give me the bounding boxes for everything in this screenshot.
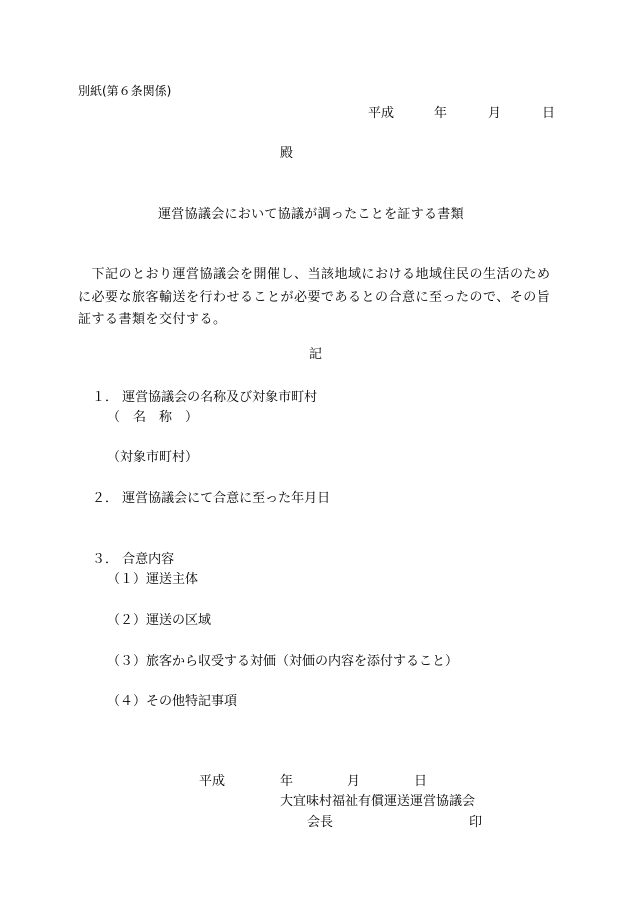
footer-date-era: 平成 [199,774,226,789]
body-line-3: 証する書類を交付する。 [78,312,227,327]
addressee-suffix: 殿 [280,146,294,161]
item-2-heading: ２． 運営協議会にて合意に至った年月日 [92,491,331,506]
item-3-sub-4: （４）その他特記事項 [107,694,238,709]
item-1-name-label: （ 名 称 ） [107,410,199,425]
footer-date-year: 年 [280,774,294,789]
item-3-sub-3: （３）旅客から収受する対価（対価の内容を添付すること） [107,654,459,669]
document-title: 運営協議会において協議が調ったことを証する書類 [158,207,464,222]
item-3-sub-1: （１）運送主体 [107,572,199,587]
header-date-day: 日 [542,106,556,121]
footer-date-month: 月 [347,774,361,789]
ki-heading: 記 [309,347,323,362]
footer-seal: 印 [469,815,483,830]
item-1-heading: １． 運営協議会の名称及び対象市町村 [92,390,318,405]
item-3-heading: ３． 合意内容 [92,552,175,567]
footer-role: 会長 [307,815,334,830]
item-1-municipality-label: （対象市町村） [107,450,199,465]
footer-date-day: 日 [414,774,428,789]
body-line-2: に必要な旅客輸送を行わせることが必要であるとの合意に至ったので、その旨 [78,290,551,305]
header-date-month: 月 [488,106,502,121]
item-3-sub-2: （２）運送の区域 [107,613,212,628]
header-date-year: 年 [434,106,448,121]
body-line-1: 下記のとおり運営協議会を開催し、当該地域における地域住民の生活のため [78,267,551,282]
header-date-era: 平成 [368,106,395,121]
footer-organization: 大宜味村福祉有償運送運営協議会 [280,794,476,809]
annex-label: 別紙(第６条関係) [78,84,172,98]
